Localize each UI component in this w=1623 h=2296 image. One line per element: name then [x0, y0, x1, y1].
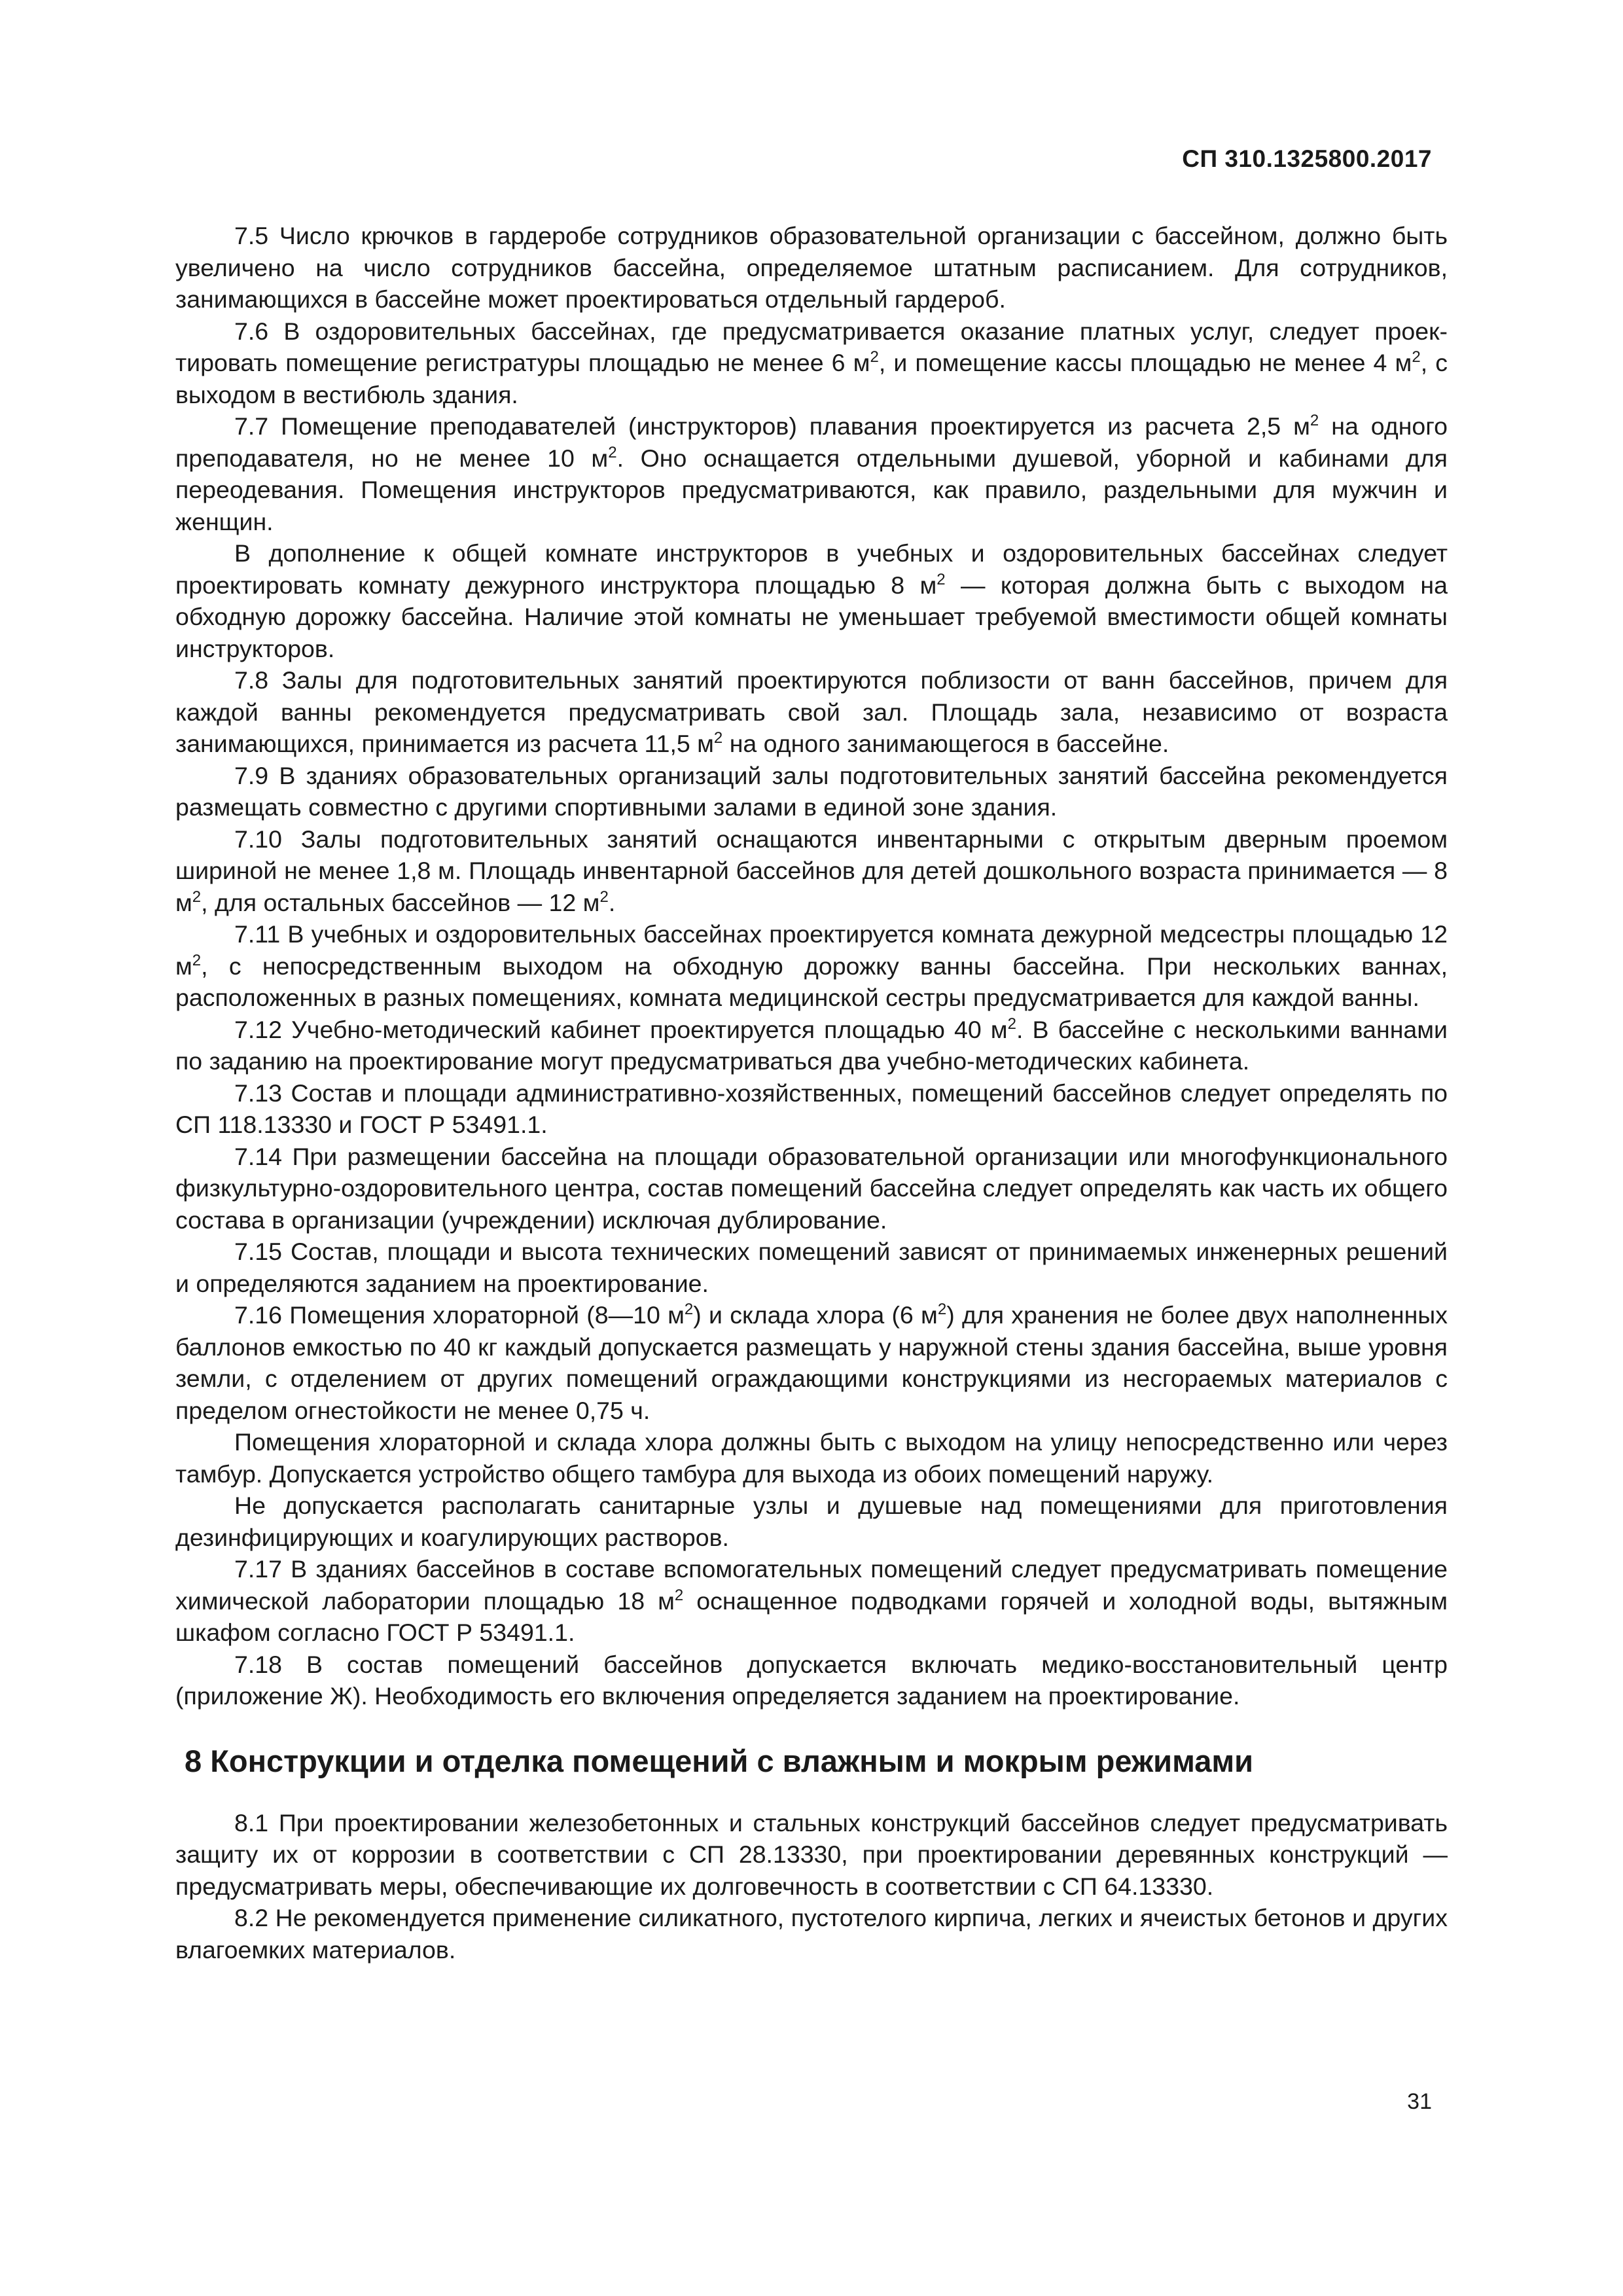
text-run: Помещения хлораторной и склада хлора должны быть с выходом на улицу непосредственно или через тамбур. Допускается устройство общего тамбура для выхода из обоих помещений наружу. — [175, 1428, 1448, 1488]
superscript: 2 — [1310, 412, 1319, 429]
superscript: 2 — [684, 1300, 694, 1318]
paragraph-p8-1 — [175, 1807, 1448, 1903]
superscript: 2 — [936, 570, 946, 588]
paragraph-p7-11 — [175, 918, 1448, 1014]
document-body — [175, 220, 1448, 1965]
text-run: ) и склада хлора (6 м — [693, 1301, 938, 1329]
text-run: ) для хранения не более двух наполненных баллонов емкостью по 40 кг каждый допускается размещать у наружной стены здания бассейна, выше уровня земли, с отделением от других помещений ограждающими конструкциями из несгораемых материалов с пределом огнестойкости не менее 0,75 ч. — [175, 1301, 1448, 1424]
paragraph-p7-15 — [175, 1236, 1448, 1299]
paragraph-p7-5 — [175, 220, 1448, 315]
text-run: 7.11 В учебных и оздоровительных бассейнах проектируется комната дежурной медсестры площадью 12 м — [175, 920, 1448, 980]
text-run: оснащенное подводками горячей и холодной воды, вытяжным шкафом согласно ГОСТ Р 53491.1. — [175, 1587, 1448, 1646]
paragraph-p7-9 — [175, 760, 1448, 823]
text-run: 7.14 При размещении бассейна на площади образовательной организации или многофункционального физкультурно-оздоровительного центра, состав помещений бассейна следует определять как часть их общего состава в организации (учреждении) исключая дублирование. — [175, 1142, 1448, 1234]
superscript: 2 — [870, 348, 879, 366]
text-run: . В бассейне с несколькими ваннами по заданию на проектирование могут предусматриваться два учебно-методических кабинета. — [175, 1015, 1448, 1075]
text-run: 8.1 При проектировании железобетонных и стальных конструкций бассейнов следует предусматривать защиту их от коррозии в соответствии с СП 28.13330, при проектировании деревянных конструкций — предусматривать меры, обеспечивающие их долговечность в соответствии с СП 64.13330. — [175, 1808, 1448, 1900]
superscript: 2 — [192, 888, 202, 906]
text-run: — которая должна быть с выходом на обходную дорожку бассейна. Наличие этой комнаты не уменьшает требуемой вместимости общей комнаты инструкторов. — [175, 571, 1448, 662]
paragraph-p7-17 — [175, 1553, 1448, 1649]
paragraph-p7-10 — [175, 823, 1448, 919]
paragraph-p7-8 — [175, 664, 1448, 760]
superscript: 2 — [1412, 348, 1421, 366]
paragraph-p8-2 — [175, 1902, 1448, 1965]
paragraph-p7-6 — [175, 315, 1448, 411]
section-heading — [175, 1742, 1448, 1781]
superscript: 2 — [192, 951, 202, 969]
paragraph-p7-16 — [175, 1299, 1448, 1426]
text-run: 7.17 В зданиях бассейнов в составе вспомогательных помещений следует предусматривать помещение химической лаборатории площадью 18 м — [175, 1555, 1448, 1615]
text-run: 7.7 Помещение преподавателей (инструкторов) плавания проектируется из расчета 2,5 м — [234, 412, 1310, 440]
text-run: , с выходом в вестибюль здания. — [175, 349, 1448, 408]
text-run: 7.8 Залы для подготовительных занятий проектируются поблизости от ванн бассейнов, причем для каждой ванны рекомендуется предусматривать свой зал. Площадь зала, независимо от возраста занимающихся, принимается из расчета 11,5 м — [175, 666, 1448, 757]
superscript: 2 — [608, 443, 617, 461]
superscript: 2 — [674, 1586, 684, 1604]
text-run: . Оно оснащается отдельными душевой, уборной и кабинами для переодевания. Помещения инструкторов предусматриваются, как правило, раздельными для мужчин и женщин. — [175, 444, 1448, 535]
text-run: на одного занимающегося в бассейне. — [722, 730, 1169, 757]
text-run: 7.13 Состав и площади административно-хозяйственных, помещений бассейнов следует определять по СП 118.13330 и ГОСТ Р 53491.1. — [175, 1079, 1448, 1138]
text-run: 7.18 В состав помещений бассейнов допускается включать медико-восстановительный центр (приложение Ж). Необходимость его включения определяется заданием на проектирование. — [175, 1650, 1448, 1710]
paragraph-p7-16c — [175, 1490, 1448, 1553]
text-run: . — [608, 888, 616, 916]
superscript: 2 — [1007, 1014, 1016, 1033]
text-run: 8 Конструкции и отделка помещений с влажным и мокрым режимами — [185, 1743, 1254, 1778]
text-run: 7.9 В зданиях образовательных организаций залы подготовительных занятий бассейна рекомендуется размещать совместно с другими спортивными залами в единой зоне здания. — [175, 761, 1448, 821]
text-run: 7.5 Число крючков в гардеробе сотрудников образовательной организации с бассейном, должно быть увеличено на число сотрудников бассейна, определяемое штатным расписанием. Для сотрудников, занимающихся в бассейне может проектироваться отдельный гардероб. — [175, 222, 1448, 313]
text-run: Не допускается располагать санитарные узлы и душевые над помещениями для приготовления дезинфицирующих и коагулирующих растворов. — [175, 1492, 1448, 1551]
text-run: на одного преподавателя, но не менее 10 м — [175, 412, 1448, 472]
paragraph-p7-18 — [175, 1649, 1448, 1712]
text-run: , с непосредственным выходом на обходную дорожку ванны бассейна. При нескольких ваннах, расположенных в разных помещениях, комната медицинской сестры предусматривается для каждой ванны. — [175, 952, 1448, 1011]
text-run: В дополнение к общей комнате инструкторов в учебных и оздоровительных бассейнах следует проектировать комнату дежурного инструктора площадью 8 м — [175, 539, 1448, 599]
superscript: 2 — [937, 1300, 947, 1318]
text-run: 7.16 Помещения хлораторной (8—10 м — [234, 1301, 685, 1329]
paragraph-p7-7 — [175, 410, 1448, 537]
text-run: 7.10 Залы подготовительных занятий оснащаются инвентарными с открытым дверным проемом шириной не менее 1,8 м. Площадь инвентарной бассейнов для детей дошкольного возраста принимается — 8 м — [175, 825, 1448, 916]
text-run: 7.6 В оздоровительных бассейнах, где предусматривается оказание платных услуг, следует проектировать помещение регистратуры площадью не менее 6 м — [175, 317, 1448, 376]
text-run: 7.12 Учебно-методический кабинет проектируется площадью 40 м — [234, 1015, 1008, 1043]
text-run: 7.15 Состав, площади и высота технических помещений зависят от принимаемых инженерных решений и определяются заданием на проектирование. — [175, 1238, 1448, 1297]
document-code: СП 310.1325800.2017 — [1182, 145, 1432, 172]
page-number: 31 — [1407, 2089, 1432, 2114]
superscript: 2 — [713, 729, 723, 747]
paragraph-p7-16b — [175, 1426, 1448, 1490]
text-run: , для остальных бассейнов — 12 м — [201, 888, 600, 916]
paragraph-p7-7b — [175, 537, 1448, 664]
text-run: , и помещение кассы площадью не менее 4 м — [878, 349, 1412, 376]
paragraph-p7-14 — [175, 1141, 1448, 1236]
paragraph-p7-12 — [175, 1014, 1448, 1077]
paragraph-p7-13 — [175, 1077, 1448, 1141]
superscript: 2 — [599, 888, 609, 906]
text-run: 8.2 Не рекомендуется применение силикатного, пустотелого кирпича, легких и ячеистых бетонов и других влагоемких материалов. — [175, 1904, 1448, 1964]
